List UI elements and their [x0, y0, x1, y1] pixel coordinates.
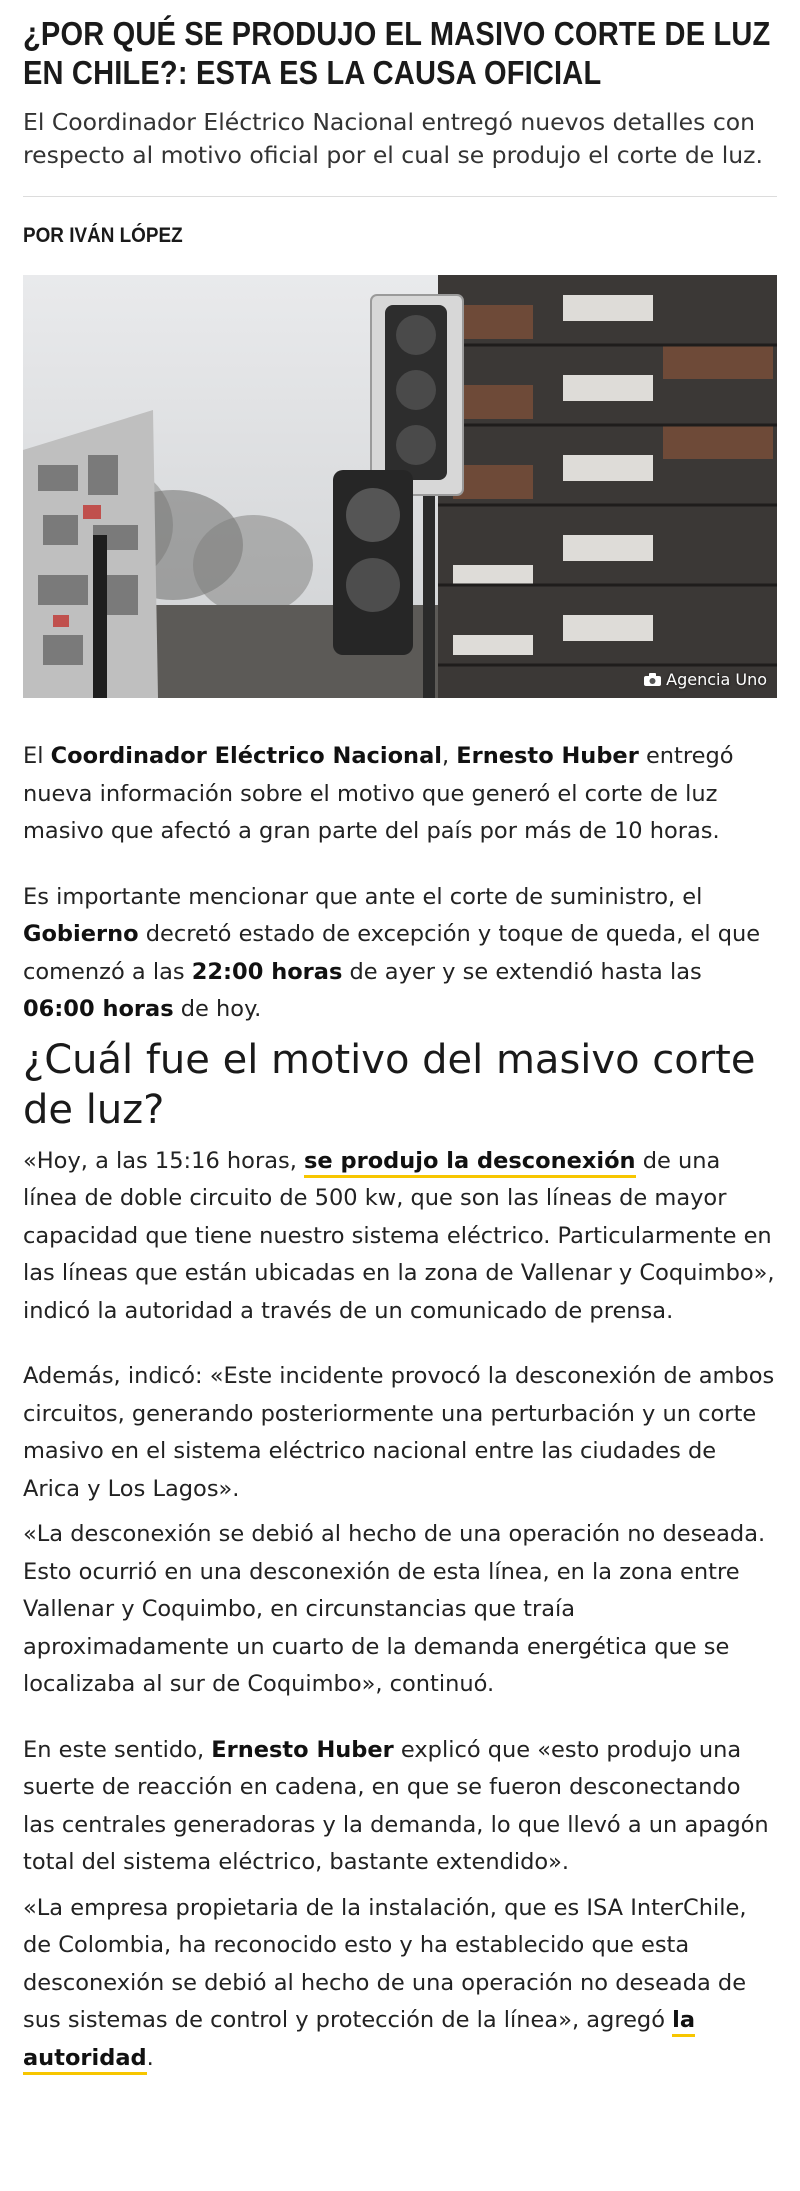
desconexion-link[interactable]: se produjo la desconexión: [304, 1148, 636, 1178]
paragraph: «Hoy, a las 15:16 horas, se produjo la desconexión de una línea de doble circuito de 500 kw, que son las líneas de mayor capacidad que tiene nuestro sistema eléctrico. Particularmente en las líneas que están ubicadas en la zona de Vallenar y Coquimbo», indicó la autoridad a través de un comunicado de prensa.: [23, 1147, 775, 1324]
camera-icon: [644, 673, 661, 686]
paragraph: «La desconexión se debió al hecho de una operación no deseada. Esto ocurrió en una desconexión de esta línea, en la zona entre Vallenar y Coquimbo, en circunstancias que traía aproximadamente un cuarto de la demanda energética que se localizaba al sur de Coquimbo», continuó.: [23, 1521, 766, 1697]
la-autoridad-link[interactable]: la autoridad: [23, 2007, 695, 2075]
photo-credit-text: Agencia Uno: [666, 670, 767, 689]
paragraph: Además, indicó: «Este incidente provocó la desconexión de ambos circuitos, generando posteriormente una perturbación y un corte masivo en el sistema eléctrico nacional entre las ciudades de Arica y Los Lagos».: [23, 1363, 775, 1502]
paragraph: En este sentido, Ernesto Huber explicó que «esto produjo una suerte de reacción en cadena, en que se fueron desconectando las centrales generadoras y la demanda, lo que llevó a un apagón total del sistema eléctrico, bastante extendido».: [23, 1736, 769, 1875]
paragraph: Es importante mencionar que ante el corte de suministro, el Gobierno decretó estado de excepción y toque de queda, el que comenzó a las 22:00 horas de ayer y se extendió hasta las 06:00 horas de hoy.: [23, 883, 761, 1022]
traffic-light-building-illustration: [23, 275, 777, 698]
photo-credit: [644, 670, 767, 689]
article-body: [23, 738, 777, 2077]
article-subtitle: El Coordinador Eléctrico Nacional entregó nuevos detalles con respecto al motivo oficial por el cual se produjo el corte de luz.: [23, 108, 763, 169]
hero-photo: [23, 275, 777, 698]
paragraph: «La empresa propietaria de la instalación, que es ISA InterChile, de Colombia, ha reconocido esto y ha establecido que esta desconexión se debió al hecho de una operación no deseada de sus sistemas de control y protección de la línea», agregó la autoridad.: [23, 1890, 777, 2078]
byline: POR IVÁN LÓPEZ: [23, 224, 183, 247]
article-headline: ¿POR QUÉ SE PRODUJO EL MASIVO CORTE DE LUZ EN CHILE?: ESTA ES LA CAUSA OFICIAL: [23, 15, 771, 91]
paragraph: El Coordinador Eléctrico Nacional, Ernesto Huber entregó nueva información sobre el motivo que generó el corte de luz masivo que afectó a gran parte del país por más de 10 horas.: [23, 743, 734, 844]
divider: [23, 196, 777, 197]
section-heading: ¿Cuál fue el motivo del masivo corte de luz?: [23, 1036, 756, 1133]
